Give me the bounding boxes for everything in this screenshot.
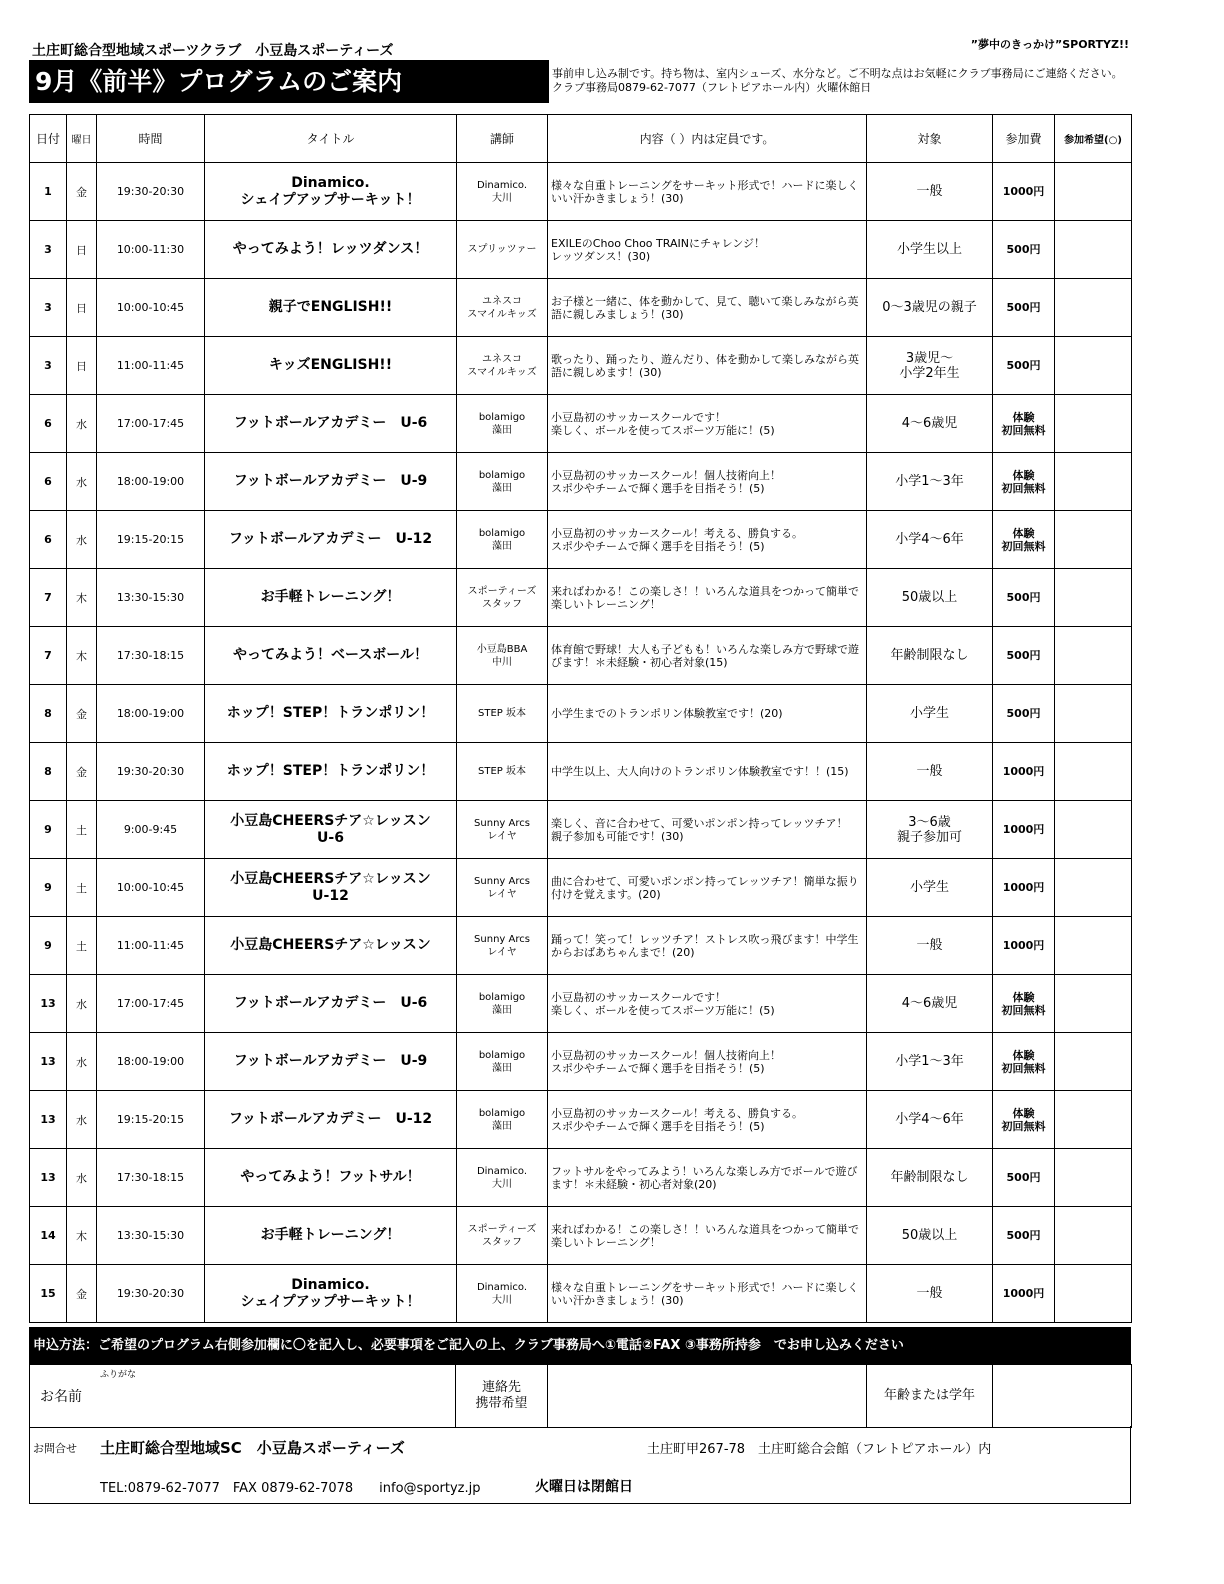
row-day: 日 <box>67 337 97 395</box>
row-date: 13 <box>30 1033 67 1091</box>
row-participation-cell[interactable] <box>1055 337 1132 395</box>
row-instructor: Dinamico. 大川 <box>457 1265 548 1323</box>
row-content: 体育館で野球！大人も子どもも！いろんな楽しみ方で野球で遊びます！＊未経験・初心者対象(15) <box>548 627 867 685</box>
apply-method-bar: 申込方法：ご希望のプログラム右側参加欄に〇を記入し、必要事項をご記入の上、クラブ事務局へ①電話②FAX ③事務所持参 でお申し込みください <box>29 1327 1131 1364</box>
notice-text: 事前申し込み制です。持ち物は、室内シューズ、水分など。ご不明な点はお気軽にクラブ事務局にご連絡ください。クラブ事務局0879-62-7077（フレトピアホール内）火曜休館日 <box>552 67 1123 94</box>
row-title: フットボールアカデミー U-12 <box>205 511 457 569</box>
row-target: 0～3歳児の親子 <box>867 279 993 337</box>
row-participation-cell[interactable] <box>1055 1265 1132 1323</box>
program-table <box>29 114 1132 1323</box>
row-time: 17:00-17:45 <box>97 395 205 453</box>
row-fee: 1000円 <box>993 859 1055 917</box>
row-content: 楽しく、音に合わせて、可愛いポンポン持ってレッツチア！ 親子参加も可能です！(30) <box>548 801 867 859</box>
row-participation-cell[interactable] <box>1055 511 1132 569</box>
row-content: 小豆島初のサッカースクールです！ 楽しく、ボールを使ってスポーツ万能に！(5) <box>548 975 867 1033</box>
row-instructor: bolamigo 藻田 <box>457 1091 548 1149</box>
row-title: やってみよう！フットサル！ <box>205 1149 457 1207</box>
row-content: EXILEのChoo Choo TRAINにチャレンジ！ レッツダンス！(30) <box>548 221 867 279</box>
age-field[interactable] <box>993 1365 1132 1428</box>
row-time: 11:00-11:45 <box>97 337 205 395</box>
table-row <box>30 685 1132 743</box>
row-target: 4～6歳児 <box>867 975 993 1033</box>
row-day: 木 <box>67 627 97 685</box>
row-fee: 1000円 <box>993 801 1055 859</box>
row-participation-cell[interactable] <box>1055 859 1132 917</box>
row-time: 17:30-18:15 <box>97 627 205 685</box>
row-participation-cell[interactable] <box>1055 685 1132 743</box>
row-time: 17:00-17:45 <box>97 975 205 1033</box>
row-date: 3 <box>30 279 67 337</box>
row-content: 小豆島初のサッカースクール！個人技術向上！ スポ少やチームで輝く選手を目指そう！(5) <box>548 1033 867 1091</box>
row-date: 9 <box>30 859 67 917</box>
row-content: 小学生までのトランポリン体験教室です！(20) <box>548 685 867 743</box>
row-title: フットボールアカデミー U-9 <box>205 453 457 511</box>
row-fee: 500円 <box>993 279 1055 337</box>
row-instructor: STEP 坂本 <box>457 685 548 743</box>
row-title: フットボールアカデミー U-9 <box>205 1033 457 1091</box>
row-instructor: bolamigo 藻田 <box>457 511 548 569</box>
row-date: 9 <box>30 917 67 975</box>
table-row <box>30 1207 1132 1265</box>
row-time: 19:30-20:30 <box>97 1265 205 1323</box>
row-participation-cell[interactable] <box>1055 453 1132 511</box>
row-target: 50歳以上 <box>867 569 993 627</box>
row-instructor: スポーティーズ スタッフ <box>457 1207 548 1265</box>
row-time: 19:15-20:15 <box>97 511 205 569</box>
name-label: お名前 <box>40 1389 82 1405</box>
row-time: 9:00-9:45 <box>97 801 205 859</box>
row-date: 9 <box>30 801 67 859</box>
row-participation-cell[interactable] <box>1055 569 1132 627</box>
row-day: 土 <box>67 917 97 975</box>
row-title: キッズENGLISH!! <box>205 337 457 395</box>
row-title: Dinamico. シェイプアップサーキット！ <box>205 163 457 221</box>
row-instructor: スプリッツァー <box>457 221 548 279</box>
row-participation-cell[interactable] <box>1055 395 1132 453</box>
row-participation-cell[interactable] <box>1055 917 1132 975</box>
row-day: 金 <box>67 743 97 801</box>
row-participation-cell[interactable] <box>1055 1207 1132 1265</box>
table-row <box>30 1265 1132 1323</box>
row-participation-cell[interactable] <box>1055 1091 1132 1149</box>
row-instructor: 小豆島BBA 中川 <box>457 627 548 685</box>
header-title: タイトル <box>205 115 457 163</box>
table-row <box>30 627 1132 685</box>
row-instructor: bolamigo 藻田 <box>457 395 548 453</box>
row-target: 年齢制限なし <box>867 1149 993 1207</box>
row-title: フットボールアカデミー U-6 <box>205 395 457 453</box>
row-content: お子様と一緒に、体を動かして、見て、聴いて楽しみながら英語に親しみましょう！(30) <box>548 279 867 337</box>
age-label: 年齢または学年 <box>867 1365 993 1428</box>
row-date: 3 <box>30 337 67 395</box>
table-row <box>30 1149 1132 1207</box>
row-target: 一般 <box>867 1265 993 1323</box>
header-instructor: 講師 <box>457 115 548 163</box>
row-target: 年齢制限なし <box>867 627 993 685</box>
contact-tel: TEL:0879-62-7077 FAX 0879-62-7078 info@sportyz.jp <box>100 1481 481 1496</box>
form-row <box>30 1365 1132 1428</box>
table-row <box>30 1091 1132 1149</box>
row-target: 3～6歳 親子参加可 <box>867 801 993 859</box>
row-title: Dinamico. シェイプアップサーキット！ <box>205 1265 457 1323</box>
row-title: 小豆島CHEERSチア☆レッスン U-6 <box>205 801 457 859</box>
row-participation-cell[interactable] <box>1055 627 1132 685</box>
row-title: ホップ！STEP！トランポリン！ <box>205 685 457 743</box>
row-target: 小学1～3年 <box>867 453 993 511</box>
row-content: 歌ったり、踊ったり、遊んだり、体を動かして楽しみながら英語に親しめます！(30) <box>548 337 867 395</box>
row-fee: 体験 初回無料 <box>993 975 1055 1033</box>
row-fee: 500円 <box>993 569 1055 627</box>
row-day: 土 <box>67 859 97 917</box>
page-title: 9月《前半》プログラムのご案内 <box>29 60 549 103</box>
row-fee: 1000円 <box>993 917 1055 975</box>
table-row <box>30 975 1132 1033</box>
row-date: 7 <box>30 569 67 627</box>
contact-heading: お問合せ <box>33 1442 77 1455</box>
row-instructor: スポーティーズ スタッフ <box>457 569 548 627</box>
row-day: 水 <box>67 1091 97 1149</box>
row-target: 小学4～6年 <box>867 511 993 569</box>
row-fee: 体験 初回無料 <box>993 1091 1055 1149</box>
row-time: 10:00-10:45 <box>97 859 205 917</box>
name-field[interactable] <box>30 1365 456 1428</box>
row-day: 水 <box>67 1149 97 1207</box>
table-header-row <box>30 115 1132 163</box>
row-date: 6 <box>30 453 67 511</box>
slogan: ”夢中のきっかけ”SPORTYZ!! <box>970 38 1129 51</box>
row-target: 小学生 <box>867 859 993 917</box>
row-date: 8 <box>30 743 67 801</box>
row-title: お手軽トレーニング！ <box>205 569 457 627</box>
row-day: 水 <box>67 453 97 511</box>
contact-field[interactable] <box>548 1365 867 1428</box>
row-fee: 1000円 <box>993 1265 1055 1323</box>
row-content: 踊って！笑って！レッツチア！ストレス吹っ飛びます！中学生からおばあちゃんまで！(20) <box>548 917 867 975</box>
row-title: 小豆島CHEERSチア☆レッスン <box>205 917 457 975</box>
row-instructor: bolamigo 藻田 <box>457 975 548 1033</box>
row-target: 一般 <box>867 163 993 221</box>
table-row <box>30 337 1132 395</box>
row-content: 曲に合わせて、可愛いポンポン持ってレッツチア！簡単な振り付けを覚えます。(20) <box>548 859 867 917</box>
header-target: 対象 <box>867 115 993 163</box>
contact-address: 土庄町甲267-78 土庄町総合会館（フレトピアホール）内 <box>647 1442 992 1457</box>
row-date: 14 <box>30 1207 67 1265</box>
table-row <box>30 1033 1132 1091</box>
table-row <box>30 859 1132 917</box>
row-participation-cell[interactable] <box>1055 975 1132 1033</box>
row-fee: 500円 <box>993 337 1055 395</box>
table-row <box>30 163 1132 221</box>
row-time: 18:00-19:00 <box>97 685 205 743</box>
header-content: 内容（ ）内は定員です。 <box>548 115 867 163</box>
row-date: 13 <box>30 1149 67 1207</box>
row-date: 3 <box>30 221 67 279</box>
row-date: 7 <box>30 627 67 685</box>
table-row <box>30 511 1132 569</box>
contact-label: 連絡先 携帯希望 <box>456 1365 548 1428</box>
row-time: 18:00-19:00 <box>97 1033 205 1091</box>
row-time: 19:15-20:15 <box>97 1091 205 1149</box>
row-time: 18:00-19:00 <box>97 453 205 511</box>
row-day: 土 <box>67 801 97 859</box>
table-row <box>30 221 1132 279</box>
row-content: 様々な自重トレーニングをサーキット形式で！ハードに楽しくいい汗かきましょう！(30) <box>548 163 867 221</box>
row-fee: 500円 <box>993 627 1055 685</box>
row-date: 13 <box>30 1091 67 1149</box>
table-row <box>30 453 1132 511</box>
row-content: 中学生以上、大人向けのトランポリン体験教室です！！(15) <box>548 743 867 801</box>
row-target: 小学生以上 <box>867 221 993 279</box>
row-target: 一般 <box>867 917 993 975</box>
table-row <box>30 743 1132 801</box>
header-time: 時間 <box>97 115 205 163</box>
row-date: 8 <box>30 685 67 743</box>
row-date: 6 <box>30 395 67 453</box>
row-time: 17:30-18:15 <box>97 1149 205 1207</box>
row-content: 小豆島初のサッカースクール！個人技術向上！ スポ少やチームで輝く選手を目指そう！(5) <box>548 453 867 511</box>
row-title: 小豆島CHEERSチア☆レッスン U-12 <box>205 859 457 917</box>
row-date: 1 <box>30 163 67 221</box>
row-time: 13:30-15:30 <box>97 569 205 627</box>
row-time: 10:00-11:30 <box>97 221 205 279</box>
row-day: 木 <box>67 1207 97 1265</box>
row-fee: 500円 <box>993 221 1055 279</box>
row-date: 13 <box>30 975 67 1033</box>
row-instructor: Sunny Arcs レイヤ <box>457 801 548 859</box>
row-day: 金 <box>67 685 97 743</box>
table-row <box>30 395 1132 453</box>
header-date: 日付 <box>30 115 67 163</box>
header-participation: 参加希望(○) <box>1055 115 1132 163</box>
application-form <box>29 1364 1132 1428</box>
club-name: 土庄町総合型地域スポーツクラブ 小豆島スポーティーズ <box>32 43 394 59</box>
closed-day: 火曜日は閉館日 <box>535 1479 633 1495</box>
row-title: お手軽トレーニング！ <box>205 1207 457 1265</box>
row-instructor: ユネスコ スマイルキッズ <box>457 279 548 337</box>
row-participation-cell[interactable] <box>1055 279 1132 337</box>
row-target: 4～6歳児 <box>867 395 993 453</box>
header-fee: 参加費 <box>993 115 1055 163</box>
row-target: 一般 <box>867 743 993 801</box>
row-day: 金 <box>67 1265 97 1323</box>
row-participation-cell[interactable] <box>1055 801 1132 859</box>
row-date: 15 <box>30 1265 67 1323</box>
row-day: 金 <box>67 163 97 221</box>
row-time: 11:00-11:45 <box>97 917 205 975</box>
row-instructor: bolamigo 藻田 <box>457 453 548 511</box>
row-content: 小豆島初のサッカースクール！考える、勝負する。 スポ少やチームで輝く選手を目指そう！(5) <box>548 1091 867 1149</box>
row-time: 13:30-15:30 <box>97 1207 205 1265</box>
row-content: 来ればわかる！この楽しさ！！いろんな道具をつかって簡単で楽しいトレーニング！ <box>548 1207 867 1265</box>
row-target: 小学生 <box>867 685 993 743</box>
row-day: 水 <box>67 395 97 453</box>
row-fee: 500円 <box>993 685 1055 743</box>
row-time: 19:30-20:30 <box>97 163 205 221</box>
row-title: フットボールアカデミー U-6 <box>205 975 457 1033</box>
row-title: やってみよう！レッツダンス！ <box>205 221 457 279</box>
row-instructor: Dinamico. 大川 <box>457 163 548 221</box>
contact-section <box>29 1426 1131 1504</box>
row-fee: 1000円 <box>993 743 1055 801</box>
row-instructor: STEP 坂本 <box>457 743 548 801</box>
row-content: 様々な自重トレーニングをサーキット形式で！ハードに楽しくいい汗かきましょう！(30) <box>548 1265 867 1323</box>
header-day: 曜日 <box>67 115 97 163</box>
row-target: 3歳児～ 小学2年生 <box>867 337 993 395</box>
row-content: 小豆島初のサッカースクール！考える、勝負する。 スポ少やチームで輝く選手を目指そう！(5) <box>548 511 867 569</box>
row-day: 水 <box>67 975 97 1033</box>
row-participation-cell[interactable] <box>1055 221 1132 279</box>
row-title: 親子でENGLISH!! <box>205 279 457 337</box>
table-row <box>30 569 1132 627</box>
row-fee: 500円 <box>993 1207 1055 1265</box>
row-fee: 体験 初回無料 <box>993 511 1055 569</box>
row-time: 10:00-10:45 <box>97 279 205 337</box>
row-title: やってみよう！ベースボール！ <box>205 627 457 685</box>
row-instructor: Sunny Arcs レイヤ <box>457 917 548 975</box>
row-content: 小豆島初のサッカースクールです！ 楽しく、ボールを使ってスポーツ万能に！(5) <box>548 395 867 453</box>
row-date: 6 <box>30 511 67 569</box>
row-participation-cell[interactable] <box>1055 1149 1132 1207</box>
row-title: ホップ！STEP！トランポリン！ <box>205 743 457 801</box>
contact-org: 土庄町総合型地域SC 小豆島スポーティーズ <box>100 1439 405 1457</box>
row-fee: 体験 初回無料 <box>993 395 1055 453</box>
row-participation-cell[interactable] <box>1055 743 1132 801</box>
row-target: 小学4～6年 <box>867 1091 993 1149</box>
row-fee: 1000円 <box>993 163 1055 221</box>
row-content: フットサルをやってみよう！いろんな楽しみ方でボールで遊びます！＊未経験・初心者対象(20) <box>548 1149 867 1207</box>
row-fee: 体験 初回無料 <box>993 453 1055 511</box>
row-day: 水 <box>67 511 97 569</box>
row-target: 50歳以上 <box>867 1207 993 1265</box>
row-time: 19:30-20:30 <box>97 743 205 801</box>
row-title: フットボールアカデミー U-12 <box>205 1091 457 1149</box>
row-participation-cell[interactable] <box>1055 1033 1132 1091</box>
table-row <box>30 917 1132 975</box>
table-row <box>30 801 1132 859</box>
row-day: 日 <box>67 221 97 279</box>
furigana-label: ふりがな <box>100 1370 137 1380</box>
row-fee: 体験 初回無料 <box>993 1033 1055 1091</box>
row-instructor: Dinamico. 大川 <box>457 1149 548 1207</box>
table-row <box>30 279 1132 337</box>
row-instructor: bolamigo 藻田 <box>457 1033 548 1091</box>
row-day: 日 <box>67 279 97 337</box>
row-instructor: Sunny Arcs レイヤ <box>457 859 548 917</box>
row-fee: 500円 <box>993 1149 1055 1207</box>
row-content: 来ればわかる！この楽しさ！！いろんな道具をつかって簡単で楽しいトレーニング！ <box>548 569 867 627</box>
row-instructor: ユネスコ スマイルキッズ <box>457 337 548 395</box>
row-participation-cell[interactable] <box>1055 163 1132 221</box>
row-target: 小学1～3年 <box>867 1033 993 1091</box>
row-day: 水 <box>67 1033 97 1091</box>
row-day: 木 <box>67 569 97 627</box>
